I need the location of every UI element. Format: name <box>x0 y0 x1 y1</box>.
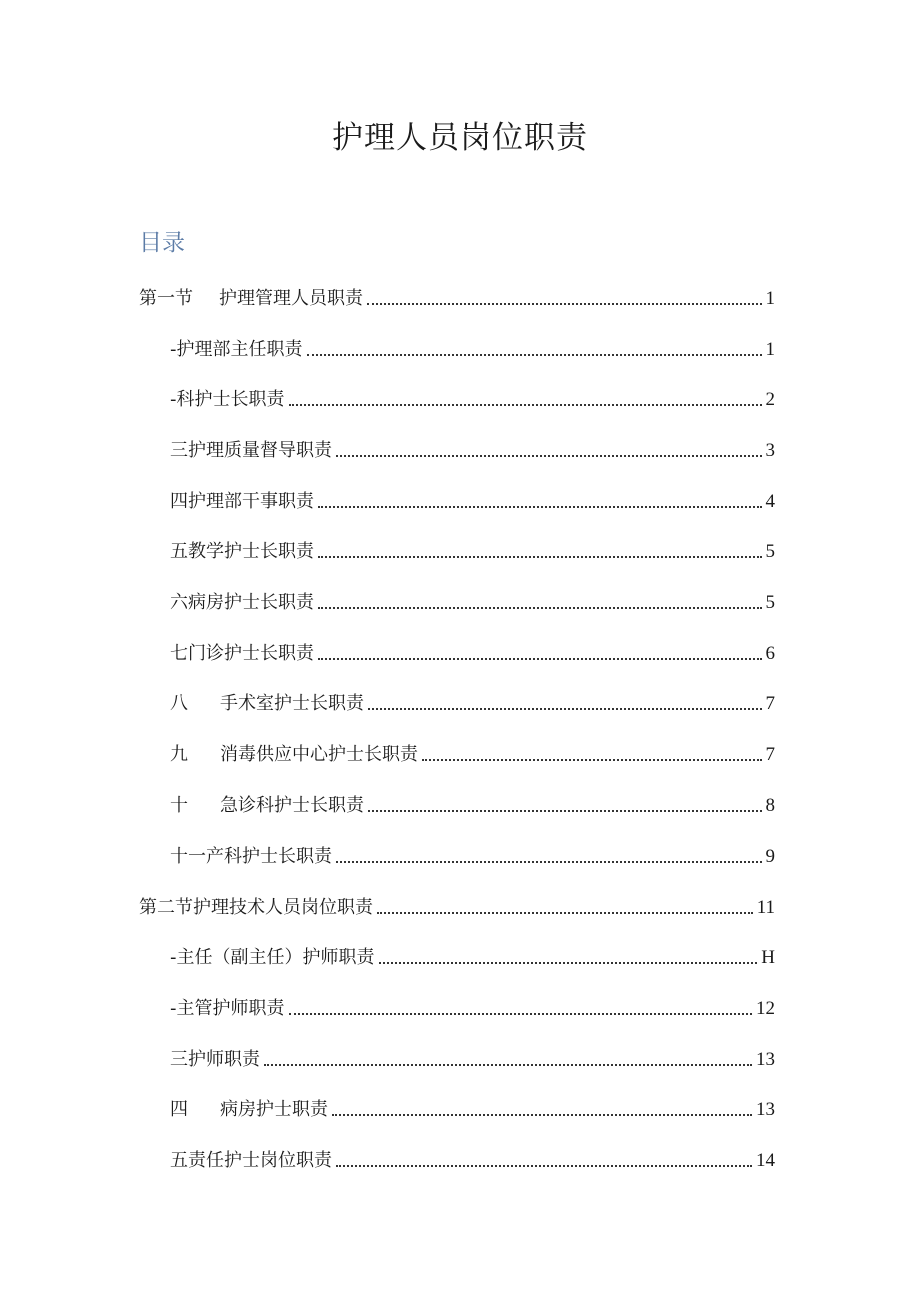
toc-heading: 目录 <box>139 230 185 256</box>
toc-entry-page: 12 <box>756 998 775 1019</box>
toc-dot-leader <box>318 506 762 508</box>
toc-entry-label: 七门诊护士长职责 <box>170 643 314 664</box>
toc-entry-label: 第二节护理技术人员岗位职责 <box>139 897 373 918</box>
toc-entry-label: -主管护师职责 <box>170 998 285 1019</box>
toc-dot-leader <box>367 303 762 305</box>
toc-entry-page: 1 <box>765 288 775 309</box>
toc-entry-number: 第一节 <box>139 288 193 309</box>
toc-entry-page: 13 <box>756 1049 775 1070</box>
toc-dot-leader <box>368 708 762 710</box>
toc-dot-leader <box>332 1114 752 1116</box>
toc-entry-number: 十 <box>170 795 188 816</box>
toc-entry[interactable] <box>170 939 775 969</box>
toc-dot-leader <box>289 404 762 406</box>
toc-entry-page: 6 <box>765 643 775 664</box>
toc-entry-label: 五教学护士长职责 <box>170 541 314 562</box>
toc-entry[interactable] <box>139 889 775 919</box>
toc-entry-label: 手术室护士长职责 <box>220 693 364 714</box>
toc-entry-page: 9 <box>765 846 775 867</box>
toc-entry[interactable] <box>170 838 775 868</box>
toc-entry-page: 5 <box>765 541 775 562</box>
toc-dot-leader <box>307 354 762 356</box>
toc-entry[interactable] <box>170 331 775 361</box>
toc-dot-leader <box>318 607 762 609</box>
toc-entry[interactable] <box>170 381 775 411</box>
toc-entry-page: H <box>761 947 775 968</box>
toc-dot-leader <box>318 658 762 660</box>
toc-entry[interactable] <box>170 1091 775 1121</box>
toc-entry[interactable] <box>170 736 775 766</box>
toc-entry[interactable] <box>170 584 775 614</box>
toc-entry[interactable] <box>170 787 775 817</box>
toc-dot-leader <box>379 962 758 964</box>
document-title: 护理人员岗位职责 <box>332 120 588 156</box>
toc-entry[interactable] <box>170 635 775 665</box>
toc-entry-page: 3 <box>765 440 775 461</box>
toc-entry[interactable] <box>170 533 775 563</box>
toc-entry-page: 2 <box>765 389 775 410</box>
toc-entry-page: 13 <box>756 1099 775 1120</box>
toc-entry-label: 三护师职责 <box>170 1049 260 1070</box>
toc-entry-label: 病房护士职责 <box>220 1099 328 1120</box>
toc-entry-label: 十一产科护士长职责 <box>170 846 332 867</box>
toc-entry-page: 5 <box>765 592 775 613</box>
toc-entry-page: 4 <box>765 491 775 512</box>
toc-entry[interactable] <box>139 280 775 310</box>
toc-entry[interactable] <box>170 1142 775 1172</box>
toc-entry-label: -科护士长职责 <box>170 389 285 410</box>
toc-entry-page: 14 <box>756 1150 775 1171</box>
toc-dot-leader <box>377 912 753 914</box>
toc-entry[interactable] <box>170 685 775 715</box>
toc-dot-leader <box>336 455 762 457</box>
toc-entry-page: 1 <box>765 339 775 360</box>
toc-entry-page: 7 <box>765 693 775 714</box>
toc-entry-label: 急诊科护士长职责 <box>220 795 364 816</box>
toc-entry-label: -主任（副主任）护师职责 <box>170 947 375 968</box>
toc-dot-leader <box>422 759 762 761</box>
toc-dot-leader <box>336 861 762 863</box>
toc-entry[interactable] <box>170 483 775 513</box>
toc-entry-number: 四 <box>170 1099 188 1120</box>
toc-dot-leader <box>289 1013 753 1015</box>
toc-dot-leader <box>336 1165 752 1167</box>
toc-entry[interactable] <box>170 990 775 1020</box>
toc-entry-label: 四护理部干事职责 <box>170 491 314 512</box>
toc-dot-leader <box>264 1064 752 1066</box>
toc-entry-number: 九 <box>170 744 188 765</box>
toc-entry-label: 五责任护士岗位职责 <box>170 1150 332 1171</box>
toc-dot-leader <box>368 810 762 812</box>
toc-entry-label: -护理部主任职责 <box>170 339 303 360</box>
toc-dot-leader <box>318 556 762 558</box>
toc-entry[interactable] <box>170 432 775 462</box>
toc-entry-page: 8 <box>765 795 775 816</box>
toc-entry-label: 消毒供应中心护士长职责 <box>220 744 418 765</box>
toc-entry-number: 八 <box>170 693 188 714</box>
toc-entry-label: 六病房护士长职责 <box>170 592 314 613</box>
toc-entry-label: 三护理质量督导职责 <box>170 440 332 461</box>
toc-entry-label: 护理管理人员职责 <box>219 288 363 309</box>
toc-entry-page: 11 <box>756 897 775 918</box>
toc-entry-page: 7 <box>765 744 775 765</box>
toc-entry[interactable] <box>170 1041 775 1071</box>
